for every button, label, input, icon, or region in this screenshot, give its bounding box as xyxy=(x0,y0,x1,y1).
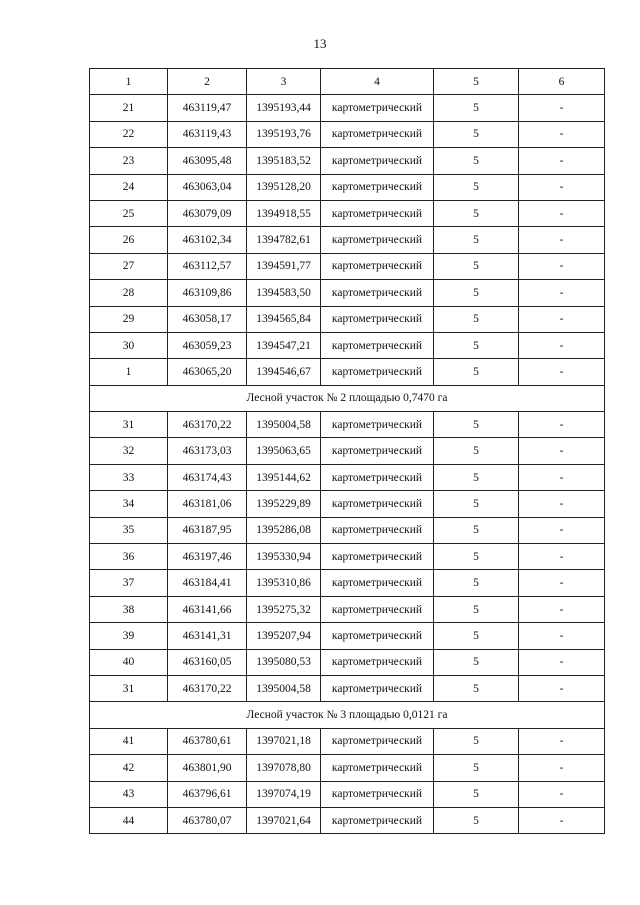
error-cell: 5 xyxy=(434,253,519,279)
point-number-cell: 29 xyxy=(90,306,168,332)
point-number-cell: 26 xyxy=(90,227,168,253)
method-cell: картометрический xyxy=(321,280,434,306)
note-cell: - xyxy=(519,280,605,306)
x-coordinate-cell: 463063,04 xyxy=(168,174,247,200)
error-cell: 5 xyxy=(434,95,519,121)
table-row xyxy=(90,332,605,358)
x-coordinate-cell: 463119,43 xyxy=(168,121,247,147)
x-coordinate-cell: 463065,20 xyxy=(168,359,247,385)
table-row xyxy=(90,728,605,754)
x-coordinate-cell: 463801,90 xyxy=(168,755,247,781)
method-cell: картометрический xyxy=(321,359,434,385)
x-coordinate-cell: 463174,43 xyxy=(168,464,247,490)
note-cell: - xyxy=(519,596,605,622)
y-coordinate-cell: 1397078,80 xyxy=(247,755,321,781)
error-cell: 5 xyxy=(434,675,519,701)
table-row xyxy=(90,755,605,781)
table-row xyxy=(90,596,605,622)
point-number-cell: 41 xyxy=(90,728,168,754)
point-number-cell: 25 xyxy=(90,200,168,226)
error-cell: 5 xyxy=(434,517,519,543)
error-cell: 5 xyxy=(434,491,519,517)
method-cell: картометрический xyxy=(321,781,434,807)
y-coordinate-cell: 1395310,86 xyxy=(247,570,321,596)
table-row xyxy=(90,491,605,517)
x-coordinate-cell: 463184,41 xyxy=(168,570,247,596)
error-cell: 5 xyxy=(434,280,519,306)
table-row xyxy=(90,570,605,596)
y-coordinate-cell: 1394547,21 xyxy=(247,332,321,358)
x-coordinate-cell: 463780,61 xyxy=(168,728,247,754)
table-row xyxy=(90,306,605,332)
point-number-cell: 37 xyxy=(90,570,168,596)
method-cell: картометрический xyxy=(321,148,434,174)
point-number-cell: 43 xyxy=(90,781,168,807)
column-header: 4 xyxy=(321,69,434,95)
x-coordinate-cell: 463058,17 xyxy=(168,306,247,332)
method-cell: картометрический xyxy=(321,807,434,833)
y-coordinate-cell: 1395229,89 xyxy=(247,491,321,517)
method-cell: картометрический xyxy=(321,174,434,200)
note-cell: - xyxy=(519,174,605,200)
x-coordinate-cell: 463079,09 xyxy=(168,200,247,226)
point-number-cell: 34 xyxy=(90,491,168,517)
y-coordinate-cell: 1394583,50 xyxy=(247,280,321,306)
error-cell: 5 xyxy=(434,359,519,385)
x-coordinate-cell: 463141,66 xyxy=(168,596,247,622)
y-coordinate-cell: 1395004,58 xyxy=(247,675,321,701)
column-header: 2 xyxy=(168,69,247,95)
y-coordinate-cell: 1394591,77 xyxy=(247,253,321,279)
table-row xyxy=(90,174,605,200)
section-row xyxy=(90,385,605,411)
method-cell: картометрический xyxy=(321,544,434,570)
note-cell: - xyxy=(519,121,605,147)
method-cell: картометрический xyxy=(321,332,434,358)
x-coordinate-cell: 463112,57 xyxy=(168,253,247,279)
table-row xyxy=(90,227,605,253)
note-cell: - xyxy=(519,517,605,543)
column-header: 6 xyxy=(519,69,605,95)
point-number-cell: 39 xyxy=(90,623,168,649)
note-cell: - xyxy=(519,464,605,490)
page-number: 13 xyxy=(313,36,327,51)
y-coordinate-cell: 1394782,61 xyxy=(247,227,321,253)
y-coordinate-cell: 1397074,19 xyxy=(247,781,321,807)
x-coordinate-cell: 463187,95 xyxy=(168,517,247,543)
note-cell: - xyxy=(519,728,605,754)
table-header-row xyxy=(90,69,605,95)
method-cell: картометрический xyxy=(321,438,434,464)
point-number-cell: 40 xyxy=(90,649,168,675)
error-cell: 5 xyxy=(434,306,519,332)
error-cell: 5 xyxy=(434,755,519,781)
x-coordinate-cell: 463059,23 xyxy=(168,332,247,358)
x-coordinate-cell: 463102,34 xyxy=(168,227,247,253)
y-coordinate-cell: 1397021,64 xyxy=(247,807,321,833)
table-row xyxy=(90,807,605,833)
method-cell: картометрический xyxy=(321,570,434,596)
point-number-cell: 28 xyxy=(90,280,168,306)
table-row xyxy=(90,464,605,490)
y-coordinate-cell: 1395330,94 xyxy=(247,544,321,570)
note-cell: - xyxy=(519,95,605,121)
method-cell: картометрический xyxy=(321,728,434,754)
method-cell: картометрический xyxy=(321,491,434,517)
y-coordinate-cell: 1395183,52 xyxy=(247,148,321,174)
column-header: 1 xyxy=(90,69,168,95)
method-cell: картометрический xyxy=(321,464,434,490)
table-row xyxy=(90,675,605,701)
error-cell: 5 xyxy=(434,121,519,147)
point-number-cell: 42 xyxy=(90,755,168,781)
table-row xyxy=(90,781,605,807)
point-number-cell: 27 xyxy=(90,253,168,279)
table-row xyxy=(90,148,605,174)
note-cell: - xyxy=(519,781,605,807)
table-row xyxy=(90,517,605,543)
table-row xyxy=(90,544,605,570)
method-cell: картометрический xyxy=(321,649,434,675)
y-coordinate-cell: 1395004,58 xyxy=(247,412,321,438)
note-cell: - xyxy=(519,200,605,226)
method-cell: картометрический xyxy=(321,306,434,332)
table-row xyxy=(90,95,605,121)
x-coordinate-cell: 463109,86 xyxy=(168,280,247,306)
method-cell: картометрический xyxy=(321,200,434,226)
note-cell: - xyxy=(519,675,605,701)
table-row xyxy=(90,412,605,438)
y-coordinate-cell: 1394918,55 xyxy=(247,200,321,226)
note-cell: - xyxy=(519,755,605,781)
x-coordinate-cell: 463780,07 xyxy=(168,807,247,833)
section-title: Лесной участок № 3 площадью 0,0121 га xyxy=(90,702,605,728)
method-cell: картометрический xyxy=(321,517,434,543)
note-cell: - xyxy=(519,148,605,174)
error-cell: 5 xyxy=(434,623,519,649)
point-number-cell: 21 xyxy=(90,95,168,121)
x-coordinate-cell: 463170,22 xyxy=(168,675,247,701)
x-coordinate-cell: 463170,22 xyxy=(168,412,247,438)
point-number-cell: 30 xyxy=(90,332,168,358)
section-title: Лесной участок № 2 площадью 0,7470 га xyxy=(90,385,605,411)
point-number-cell: 31 xyxy=(90,675,168,701)
note-cell: - xyxy=(519,570,605,596)
note-cell: - xyxy=(519,332,605,358)
y-coordinate-cell: 1397021,18 xyxy=(247,728,321,754)
note-cell: - xyxy=(519,253,605,279)
point-number-cell: 1 xyxy=(90,359,168,385)
method-cell: картометрический xyxy=(321,227,434,253)
table-row xyxy=(90,623,605,649)
point-number-cell: 36 xyxy=(90,544,168,570)
method-cell: картометрический xyxy=(321,95,434,121)
error-cell: 5 xyxy=(434,464,519,490)
x-coordinate-cell: 463796,61 xyxy=(168,781,247,807)
note-cell: - xyxy=(519,491,605,517)
y-coordinate-cell: 1395286,08 xyxy=(247,517,321,543)
error-cell: 5 xyxy=(434,544,519,570)
error-cell: 5 xyxy=(434,807,519,833)
method-cell: картометрический xyxy=(321,121,434,147)
note-cell: - xyxy=(519,544,605,570)
section-row xyxy=(90,702,605,728)
method-cell: картометрический xyxy=(321,755,434,781)
error-cell: 5 xyxy=(434,200,519,226)
x-coordinate-cell: 463095,48 xyxy=(168,148,247,174)
note-cell: - xyxy=(519,227,605,253)
y-coordinate-cell: 1394546,67 xyxy=(247,359,321,385)
table-row xyxy=(90,438,605,464)
point-number-cell: 23 xyxy=(90,148,168,174)
note-cell: - xyxy=(519,412,605,438)
column-header: 5 xyxy=(434,69,519,95)
coordinates-table xyxy=(89,68,605,834)
table-row xyxy=(90,649,605,675)
method-cell: картометрический xyxy=(321,412,434,438)
y-coordinate-cell: 1395275,32 xyxy=(247,596,321,622)
method-cell: картометрический xyxy=(321,253,434,279)
y-coordinate-cell: 1395128,20 xyxy=(247,174,321,200)
point-number-cell: 22 xyxy=(90,121,168,147)
note-cell: - xyxy=(519,807,605,833)
x-coordinate-cell: 463197,46 xyxy=(168,544,247,570)
error-cell: 5 xyxy=(434,332,519,358)
note-cell: - xyxy=(519,306,605,332)
y-coordinate-cell: 1395080,53 xyxy=(247,649,321,675)
x-coordinate-cell: 463181,06 xyxy=(168,491,247,517)
error-cell: 5 xyxy=(434,227,519,253)
point-number-cell: 44 xyxy=(90,807,168,833)
error-cell: 5 xyxy=(434,781,519,807)
error-cell: 5 xyxy=(434,148,519,174)
point-number-cell: 35 xyxy=(90,517,168,543)
note-cell: - xyxy=(519,438,605,464)
table-row xyxy=(90,200,605,226)
y-coordinate-cell: 1395144,62 xyxy=(247,464,321,490)
point-number-cell: 32 xyxy=(90,438,168,464)
error-cell: 5 xyxy=(434,174,519,200)
method-cell: картометрический xyxy=(321,675,434,701)
point-number-cell: 33 xyxy=(90,464,168,490)
note-cell: - xyxy=(519,649,605,675)
x-coordinate-cell: 463119,47 xyxy=(168,95,247,121)
y-coordinate-cell: 1395193,44 xyxy=(247,95,321,121)
point-number-cell: 24 xyxy=(90,174,168,200)
note-cell: - xyxy=(519,623,605,649)
y-coordinate-cell: 1395063,65 xyxy=(247,438,321,464)
error-cell: 5 xyxy=(434,596,519,622)
error-cell: 5 xyxy=(434,649,519,675)
error-cell: 5 xyxy=(434,570,519,596)
table-row xyxy=(90,280,605,306)
x-coordinate-cell: 463141,31 xyxy=(168,623,247,649)
table-body xyxy=(90,69,605,834)
error-cell: 5 xyxy=(434,412,519,438)
point-number-cell: 38 xyxy=(90,596,168,622)
y-coordinate-cell: 1395193,76 xyxy=(247,121,321,147)
method-cell: картометрический xyxy=(321,596,434,622)
error-cell: 5 xyxy=(434,728,519,754)
error-cell: 5 xyxy=(434,438,519,464)
method-cell: картометрический xyxy=(321,623,434,649)
column-header: 3 xyxy=(247,69,321,95)
x-coordinate-cell: 463173,03 xyxy=(168,438,247,464)
table-row xyxy=(90,359,605,385)
y-coordinate-cell: 1394565,84 xyxy=(247,306,321,332)
x-coordinate-cell: 463160,05 xyxy=(168,649,247,675)
table-row xyxy=(90,121,605,147)
point-number-cell: 31 xyxy=(90,412,168,438)
table-row xyxy=(90,253,605,279)
y-coordinate-cell: 1395207,94 xyxy=(247,623,321,649)
note-cell: - xyxy=(519,359,605,385)
